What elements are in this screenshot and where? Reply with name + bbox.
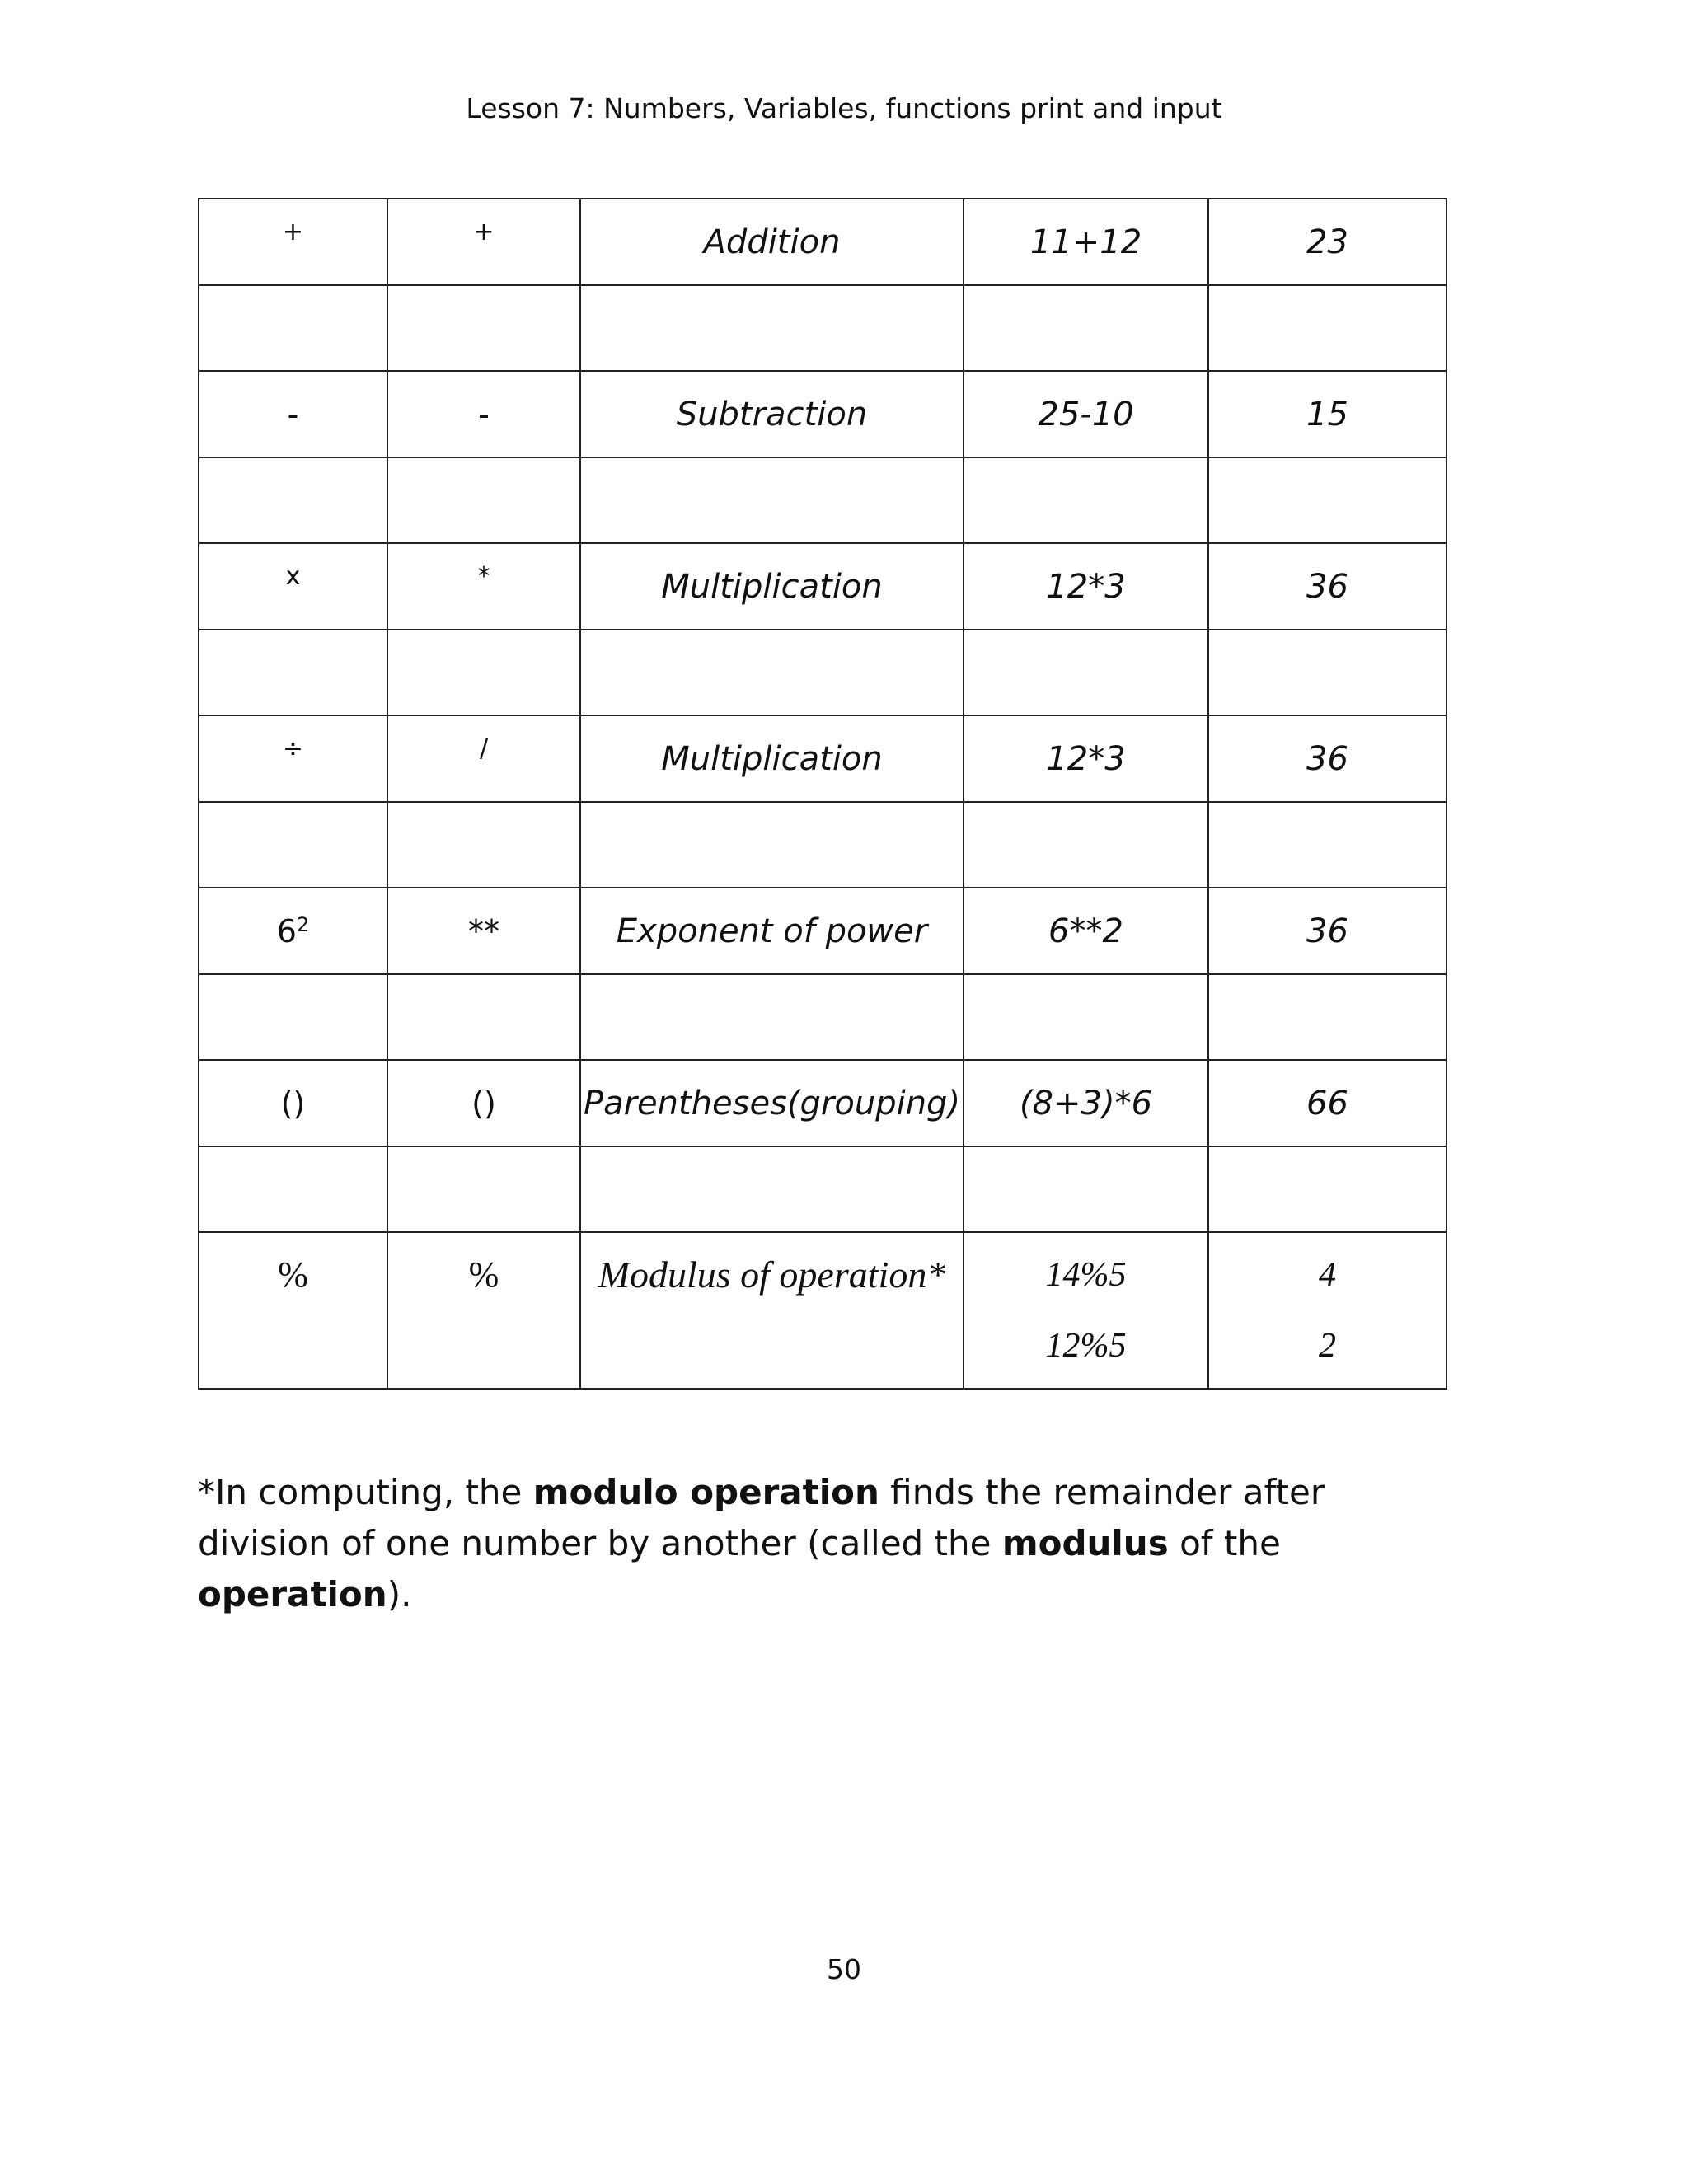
table-row xyxy=(199,715,1447,802)
table-row xyxy=(199,543,1447,630)
python-operator-cell: % xyxy=(387,1232,580,1389)
example-value: 14%5 xyxy=(1045,1256,1127,1294)
table-row-blank xyxy=(199,974,1447,1060)
result-cell xyxy=(1208,1232,1447,1389)
table-row xyxy=(199,888,1447,974)
table-row-blank xyxy=(199,1146,1447,1232)
operation-name-cell: Subtraction xyxy=(580,371,964,457)
empty-cell xyxy=(387,285,580,371)
operation-name-cell: Addition xyxy=(580,199,964,285)
example-cell: 6**2 xyxy=(964,888,1208,974)
operators-table xyxy=(198,198,1447,1390)
empty-cell xyxy=(199,974,387,1060)
empty-cell xyxy=(964,1146,1208,1232)
empty-cell xyxy=(964,802,1208,888)
empty-cell xyxy=(1208,974,1447,1060)
operation-name-cell: Parentheses(grouping) xyxy=(580,1060,964,1146)
table-row-blank xyxy=(199,630,1447,715)
python-operator-cell: - xyxy=(387,371,580,457)
empty-cell xyxy=(1208,802,1447,888)
result-cell: 66 xyxy=(1208,1060,1447,1146)
result-cell: 36 xyxy=(1208,543,1447,630)
operation-name-cell: Multiplication xyxy=(580,543,964,630)
empty-cell xyxy=(580,802,964,888)
python-operator-cell: * xyxy=(387,543,580,630)
empty-cell xyxy=(387,457,580,543)
result-cell: 23 xyxy=(1208,199,1447,285)
table-row xyxy=(199,1232,1447,1389)
operation-name-cell: Exponent of power xyxy=(580,888,964,974)
empty-cell xyxy=(964,974,1208,1060)
exponent-power: 2 xyxy=(296,913,310,937)
math-symbol-cell: - xyxy=(199,371,387,457)
empty-cell xyxy=(199,1146,387,1232)
empty-cell xyxy=(199,457,387,543)
result-cell: 36 xyxy=(1208,715,1447,802)
python-operator-cell: + xyxy=(387,199,580,285)
exponent-base: 6 xyxy=(276,912,297,949)
table-row xyxy=(199,371,1447,457)
empty-cell xyxy=(1208,285,1447,371)
table-row-blank xyxy=(199,457,1447,543)
table-row xyxy=(199,1060,1447,1146)
result-value: 4 xyxy=(1319,1256,1336,1294)
empty-cell xyxy=(387,974,580,1060)
empty-cell xyxy=(580,285,964,371)
operation-name-cell: Multiplication xyxy=(580,715,964,802)
footnote: *In computing, the modulo operation finds the remainder after division of one number by another (called the modulus of the operation). xyxy=(198,1472,1325,1615)
python-operator-cell: ** xyxy=(387,888,580,974)
result-cell: 36 xyxy=(1208,888,1447,974)
math-symbol-cell: x xyxy=(199,543,387,630)
empty-cell xyxy=(199,630,387,715)
table-row-blank xyxy=(199,285,1447,371)
empty-cell xyxy=(199,802,387,888)
python-operator-cell: () xyxy=(387,1060,580,1146)
empty-cell xyxy=(964,630,1208,715)
empty-cell xyxy=(387,802,580,888)
table-row xyxy=(199,199,1447,285)
bold-term: operation xyxy=(198,1574,387,1615)
empty-cell xyxy=(964,285,1208,371)
empty-cell xyxy=(199,285,387,371)
math-symbol-cell: + xyxy=(199,199,387,285)
example-cell xyxy=(964,1232,1208,1389)
empty-cell xyxy=(580,1146,964,1232)
empty-cell xyxy=(1208,630,1447,715)
bold-term: modulus xyxy=(1001,1523,1169,1563)
result-cell: 15 xyxy=(1208,371,1447,457)
example-value: 12%5 xyxy=(1045,1327,1127,1365)
page-number: 50 xyxy=(827,1953,861,1985)
empty-cell xyxy=(387,1146,580,1232)
operation-name-cell: Modulus of operation* xyxy=(580,1232,964,1389)
math-symbol-cell xyxy=(199,888,387,974)
empty-cell xyxy=(580,630,964,715)
result-value: 2 xyxy=(1319,1327,1336,1365)
table-row-blank xyxy=(199,802,1447,888)
math-symbol-cell: % xyxy=(199,1232,387,1389)
example-cell: 25-10 xyxy=(964,371,1208,457)
math-symbol-cell: ÷ xyxy=(199,715,387,802)
empty-cell xyxy=(580,457,964,543)
python-operator-cell: / xyxy=(387,715,580,802)
empty-cell xyxy=(1208,457,1447,543)
math-symbol-cell: () xyxy=(199,1060,387,1146)
page-header: Lesson 7: Numbers, Variables, functions print and input xyxy=(466,92,1222,124)
bold-term: modulo operation xyxy=(532,1472,879,1512)
empty-cell xyxy=(387,630,580,715)
empty-cell xyxy=(580,974,964,1060)
empty-cell xyxy=(964,457,1208,543)
example-cell: 12*3 xyxy=(964,715,1208,802)
empty-cell xyxy=(1208,1146,1447,1232)
example-cell: 11+12 xyxy=(964,199,1208,285)
example-cell: 12*3 xyxy=(964,543,1208,630)
example-cell: (8+3)*6 xyxy=(964,1060,1208,1146)
